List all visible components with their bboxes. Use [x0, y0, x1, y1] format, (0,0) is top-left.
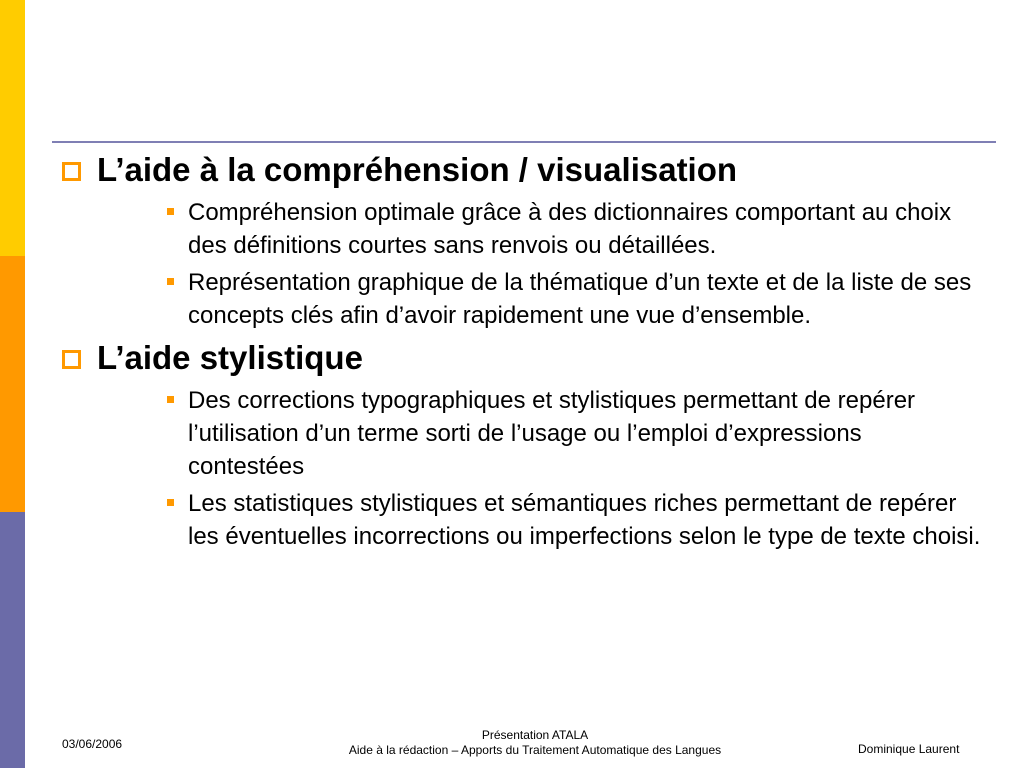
slide-content — [62, 150, 992, 559]
footer-date: 03/06/2006 — [62, 737, 123, 751]
list-item — [62, 266, 992, 332]
list-item — [62, 487, 992, 553]
hollow-square-bullet-icon — [62, 162, 81, 181]
list-item-text: Des corrections typographiques et stylistiques permettant de repérer l’utilisation d’un terme sorti de l’usage ou l’emploi d’expressions contestées — [188, 387, 916, 480]
square-bullet-icon — [167, 396, 174, 403]
footer-author: Dominique Laurent — [858, 742, 960, 756]
footer-presentation-title — [300, 728, 770, 758]
square-bullet-icon — [167, 499, 174, 506]
list-item — [62, 384, 992, 483]
section-heading-text: L’aide à la compréhension / visualisation — [97, 151, 738, 188]
left-color-bar-purple — [0, 512, 25, 768]
section-heading-text: L’aide stylistique — [97, 339, 363, 376]
hollow-square-bullet-icon — [62, 350, 81, 369]
left-color-bar-yellow — [0, 0, 25, 256]
title-divider — [52, 141, 996, 143]
square-bullet-icon — [167, 278, 174, 285]
list-item-text: Les statistiques stylistiques et sémantiques riches permettant de repérer les éventuelles incorrections ou imperfections selon le type de texte choisi. — [188, 490, 981, 550]
footer-subtitle-line: Aide à la rédaction – Apports du Traitement Automatique des Langues — [348, 743, 722, 757]
footer-title-line: Présentation ATALA — [481, 728, 589, 742]
section-heading-comprehension — [62, 150, 992, 190]
list-item-text: Compréhension optimale grâce à des dictionnaires comportant au choix des définitions courtes sans renvois ou détaillées. — [188, 199, 952, 259]
section-heading-stylistique — [62, 338, 992, 378]
list-item-text: Représentation graphique de la thématique d’un texte et de la liste de ses concepts clés afin d’avoir rapidement une vue d’ensemble. — [188, 269, 972, 329]
left-color-bar-orange — [0, 256, 25, 512]
list-item — [62, 196, 992, 262]
square-bullet-icon — [167, 208, 174, 215]
section-bullets-stylistique — [62, 384, 992, 553]
section-bullets-comprehension — [62, 196, 992, 332]
